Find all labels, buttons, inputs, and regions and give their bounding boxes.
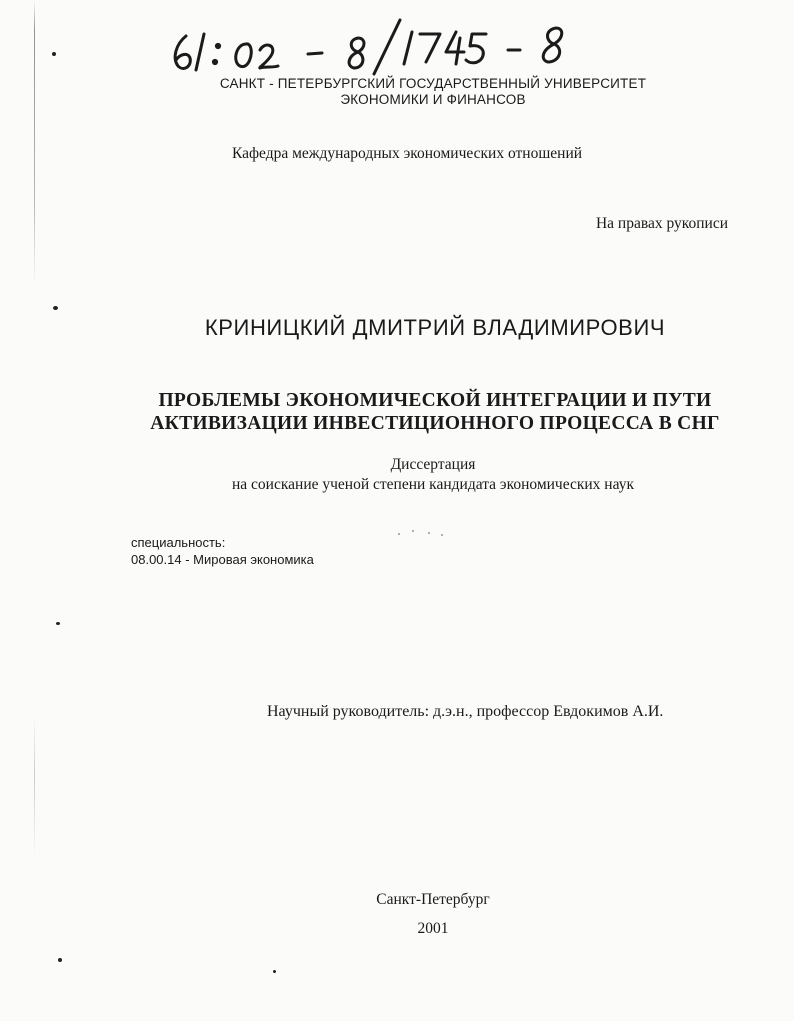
specialty-value: 08.00.14 - Мировая экономика [131,552,314,567]
work-type-label: Диссертация [390,456,476,473]
scan-speck [56,622,60,625]
specialty-block [131,534,314,568]
university-name [36,76,794,108]
specialty-label: специальность: [131,535,226,550]
handwritten-archive-code [168,14,568,76]
rights-note: На правах рукописи [595,215,728,232]
year: 2001 [417,920,449,937]
scan-speck [441,534,443,536]
scan-speck [58,958,62,962]
city: Санкт-Петербург [376,891,490,908]
department-name: Кафедра международных экономических отношений [231,145,583,162]
university-line-1: САНКТ - ПЕТЕРБУРГСКИЙ ГОСУДАРСТВЕННЫЙ УНИВЕРСИТЕТ [219,76,647,91]
scan-speck [52,52,56,56]
scan-speck [412,530,414,532]
supervisor: Научный руководитель: д.э.н., профессор Евдокимов А.И. [267,703,664,720]
author-name: КРИНИЦКИЙ ДМИТРИЙ ВЛАДИМИРОВИЧ [204,315,666,340]
degree-description: на соискание ученой степени кандидата экономических наук [232,476,634,493]
dissertation-title [38,389,794,435]
scan-speck [273,970,276,973]
work-type [36,455,794,495]
title-line-2: АКТИВИЗАЦИИ ИНВЕСТИЦИОННОГО ПРОЦЕССА В СНГ [150,413,720,434]
university-line-2: ЭКОНОМИКИ И ФИНАНСОВ [340,92,526,107]
title-line-1: ПРОБЛЕМЫ ЭКОНОМИЧЕСКОЙ ИНТЕГРАЦИИ И ПУТИ [158,390,712,411]
scan-speck [428,532,430,534]
scan-speck [398,533,400,535]
scan-speck [53,306,58,310]
